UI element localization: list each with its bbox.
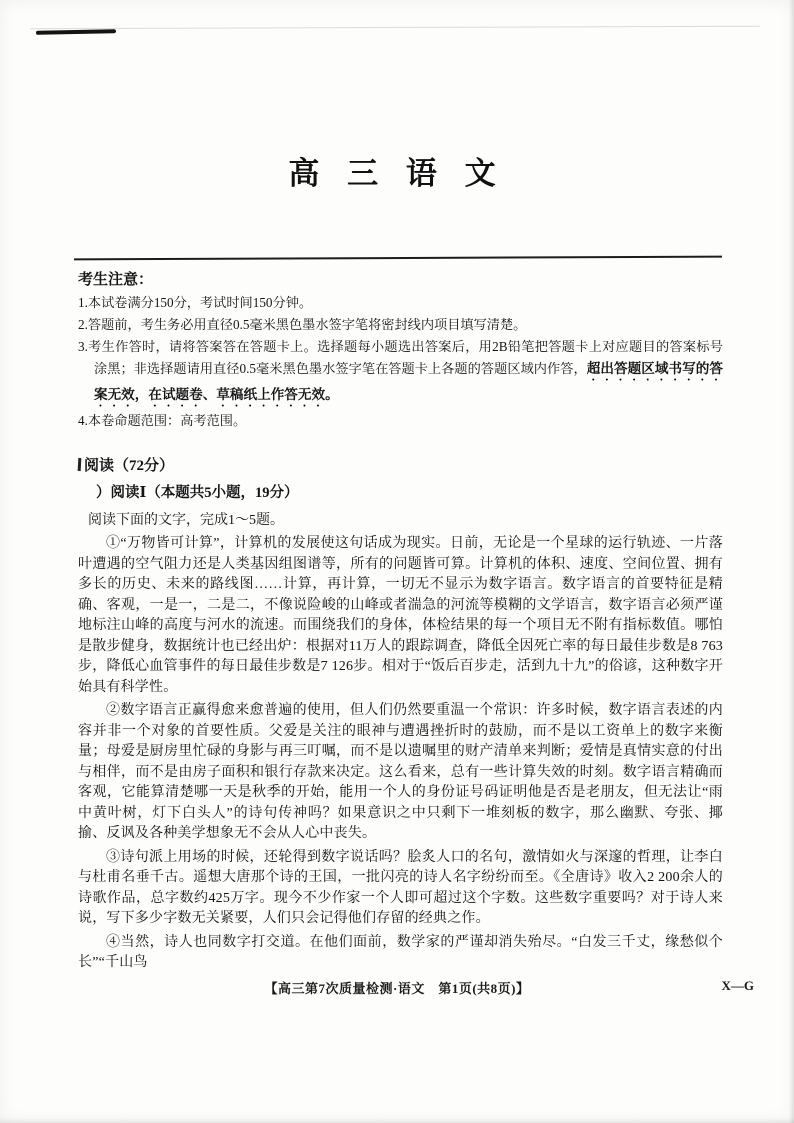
notice-item-3-bold-text: 超出答题区域书写的答案无效，在试题卷、草稿纸上作答无效。 bbox=[94, 361, 723, 402]
reading-subsection-heading: ）阅读Ⅰ（本题共5小题，19分） bbox=[96, 485, 299, 501]
reading-section-heading-row bbox=[78, 454, 723, 475]
passage-paragraph-2: ②数字语言正赢得愈来愈普遍的使用，但人们仍然要重温一个常识：许多时候，数字语言表述的内容并非一个对象的首要性质。父爱是关注的眼神与遭遇挫折时的鼓励，而不是以工资单上的数字来衡量；母爱是厨房里忙碌的身影与再三叮嘱，而不是以遗嘱里的财产清单来判断；爱情是真情实意的付出与相伴，而不是由房子面积和银行存款来决定。这么看来，总有一些计算失效的时刻。数字语言精确而客观，它能算清楚哪一天是秋季的开始，能用一个人的身份证号码证明他是否是老朋友，但无法让“雨中黄叶树，灯下白头人”的诗句传神吗？如果意识之中只剩下一堆刻板的数字，那么幽默、夸张、揶揄、反讽及各种美学想象无不会从人心中丧失。 bbox=[78, 703, 723, 841]
notice-section bbox=[78, 268, 723, 432]
reading-section-heading: 阅读（72分） bbox=[84, 458, 175, 474]
passage-paragraph-3: ③诗句派上用场的时候，还轮得到数字说话吗？脍炙人口的名句，激情如火与深邃的哲理，让李白与杜甫名垂千古。遥想大唐那个诗的王国，一批闪亮的诗人名字纷纷而至。《全唐诗》收入2 200余人的诗歌作品，总字数约425万字。现今不少作家一个人即可超过这个字数。这些数字重要吗？对于诗人来说，写下多少字数无关紧要，人们只会记得他们存留的经典之作。 bbox=[78, 849, 723, 926]
footer-code: X—G bbox=[721, 978, 754, 993]
reading-instruction: 阅读下面的文字，完成1～5题。 bbox=[88, 513, 284, 528]
notice-item-3 bbox=[78, 336, 723, 410]
passage-paragraph-1: ①“万物皆可计算”，计算机的发展使这句话成为现实。日前，无论是一个星球的运行轨迹、一片落叶遭遇的空气阻力还是人类基因组图谱等，所有的问题皆可算。计算机的体积、速度、空间位置、拥有多长的历史、未来的路线图……计算，再计算，一切无不显示为数字语言。数字语言的首要特征是精确、客观，一是一，二是二，不像说险峻的山峰或者湍急的河流等模糊的文学语言，数字语言必须严谨地标注山峰的高度与河水的流速。而围绕我们的身体，体检结果的每一个项目无不附有指标数值。哪怕是散步健身，数据统计也已经出炉：根据对11万人的跟踪调查，降低全因死亡率的每日最佳步数是8 763步，降低心血管事件的每日最佳步数是7 126步。相对于“饭后百步走，活到九十九”的俗谚，这种数字开始具有科学性。 bbox=[78, 536, 723, 695]
passage-paragraph-4: ④当然，诗人也同数字打交道。在他们面前，数学家的严谨却消失殆尽。“白发三千丈，缘愁似个长”“千山鸟 bbox=[78, 934, 723, 970]
notice-item-4: 4.本卷命题范围：高考范围。 bbox=[78, 413, 247, 428]
notice-item-2: 2.答题前，考生务必用直径0.5毫米黑色墨水签字笔将密封线内项目填写清楚。 bbox=[78, 317, 527, 332]
notice-heading: 考生注意： bbox=[78, 272, 154, 288]
footer-text: 【高三第7次质量检测·语文 第1页(共8页)】 bbox=[264, 981, 530, 996]
page-content bbox=[78, 268, 723, 977]
reading-section bbox=[78, 454, 723, 974]
page-edge-shadow-bottom bbox=[0, 1118, 794, 1123]
header-divider bbox=[74, 256, 722, 261]
scan-artifact-mark bbox=[36, 29, 116, 35]
notice-item-1: 1.本试卷满分150分，考试时间150分钟。 bbox=[78, 295, 313, 310]
page-footer bbox=[0, 978, 794, 997]
scan-artifact-faint-line bbox=[30, 26, 760, 30]
scan-artifact-tick bbox=[78, 458, 82, 471]
notice-item-3-text: 3.考生作答时，请将答案答在答题卡上。选择题每小题选出答案后，用2B铅笔把答题卡上对应题目的答案标号涂黑；非选择题请用直径0.5毫米黑色墨水签字笔在答题卡上各题的答题区域内作答， bbox=[78, 339, 723, 376]
page-title: 高 三 语 文 bbox=[288, 156, 506, 191]
